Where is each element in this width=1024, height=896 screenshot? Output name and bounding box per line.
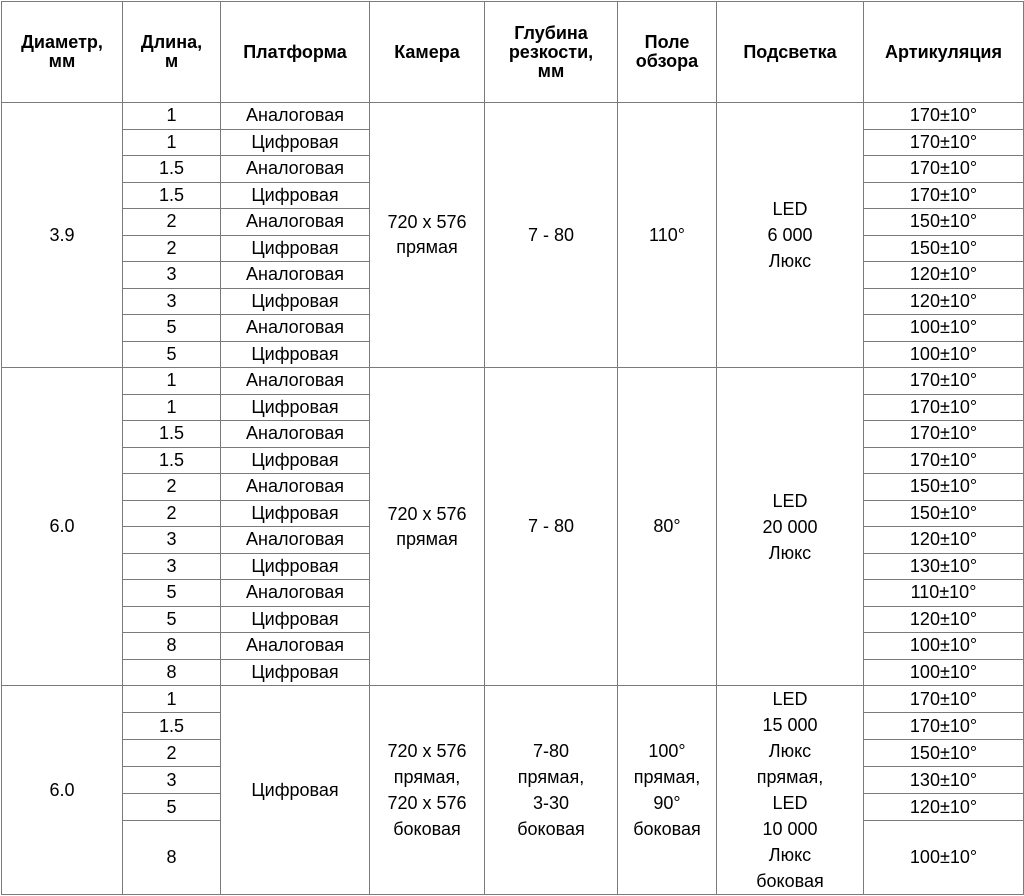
length-cell: 5	[123, 794, 221, 821]
header-depth-of-field: Глубина резкости, мм	[485, 2, 618, 103]
platform-cell: Цифровая	[221, 129, 370, 156]
articulation-cell: 120±10°	[864, 527, 1024, 554]
length-cell: 2	[123, 235, 221, 262]
length-cell: 3	[123, 767, 221, 794]
articulation-cell: 100±10°	[864, 659, 1024, 686]
length-cell: 8	[123, 633, 221, 660]
platform-cell: Аналоговая	[221, 368, 370, 395]
table-body	[2, 103, 1024, 895]
header-lighting: Подсветка	[717, 2, 864, 103]
platform-cell: Цифровая	[221, 447, 370, 474]
header-camera: Камера	[370, 2, 485, 103]
platform-cell: Аналоговая	[221, 421, 370, 448]
platform-cell: Аналоговая	[221, 103, 370, 130]
depth-cell: 7-80 прямая, 3-30 боковая	[485, 686, 618, 895]
articulation-cell: 110±10°	[864, 580, 1024, 607]
articulation-cell: 170±10°	[864, 713, 1024, 740]
articulation-cell: 170±10°	[864, 394, 1024, 421]
articulation-cell: 170±10°	[864, 421, 1024, 448]
articulation-cell: 100±10°	[864, 633, 1024, 660]
diameter-cell: 6.0	[2, 368, 123, 686]
length-cell: 1	[123, 686, 221, 713]
depth-cell: 7 - 80	[485, 103, 618, 368]
table-row	[2, 686, 1024, 713]
length-cell: 8	[123, 821, 221, 895]
length-cell: 5	[123, 341, 221, 368]
length-cell: 1.5	[123, 421, 221, 448]
articulation-cell: 120±10°	[864, 288, 1024, 315]
platform-cell: Цифровая	[221, 288, 370, 315]
articulation-cell: 170±10°	[864, 182, 1024, 209]
platform-cell: Цифровая	[221, 553, 370, 580]
header-field-of-view: Поле обзора	[618, 2, 717, 103]
platform-cell: Аналоговая	[221, 262, 370, 289]
camera-cell: 720 х 576 прямая	[370, 103, 485, 368]
platform-cell: Аналоговая	[221, 315, 370, 342]
articulation-cell: 120±10°	[864, 794, 1024, 821]
header-platform: Платформа	[221, 2, 370, 103]
table-row	[2, 368, 1024, 395]
length-cell: 2	[123, 209, 221, 236]
articulation-cell: 100±10°	[864, 315, 1024, 342]
length-cell: 3	[123, 262, 221, 289]
length-cell: 8	[123, 659, 221, 686]
lighting-cell: LED 20 000 Люкс	[717, 368, 864, 686]
articulation-cell: 170±10°	[864, 686, 1024, 713]
platform-cell: Цифровая	[221, 394, 370, 421]
length-cell: 1	[123, 394, 221, 421]
length-cell: 1.5	[123, 447, 221, 474]
platform-cell: Аналоговая	[221, 633, 370, 660]
platform-cell: Цифровая	[221, 500, 370, 527]
platform-cell: Аналоговая	[221, 474, 370, 501]
camera-cell: 720 х 576 прямая	[370, 368, 485, 686]
platform-cell: Аналоговая	[221, 209, 370, 236]
articulation-cell: 170±10°	[864, 129, 1024, 156]
length-cell: 1.5	[123, 182, 221, 209]
articulation-cell: 150±10°	[864, 500, 1024, 527]
platform-cell: Цифровая	[221, 686, 370, 895]
lighting-cell: LED 15 000 Люкс прямая, LED 10 000 Люкс боковая	[717, 686, 864, 895]
articulation-cell: 150±10°	[864, 235, 1024, 262]
header-row	[2, 2, 1024, 103]
platform-cell: Цифровая	[221, 606, 370, 633]
fov-cell: 100° прямая, 90° боковая	[618, 686, 717, 895]
fov-cell: 80°	[618, 368, 717, 686]
length-cell: 5	[123, 606, 221, 633]
length-cell: 1	[123, 103, 221, 130]
articulation-cell: 170±10°	[864, 447, 1024, 474]
articulation-cell: 120±10°	[864, 606, 1024, 633]
table-header	[2, 2, 1024, 103]
length-cell: 5	[123, 315, 221, 342]
length-cell: 1.5	[123, 713, 221, 740]
length-cell: 3	[123, 527, 221, 554]
spec-table	[1, 1, 1024, 895]
depth-cell: 7 - 80	[485, 368, 618, 686]
table-row	[2, 103, 1024, 130]
diameter-cell: 3.9	[2, 103, 123, 368]
platform-cell: Цифровая	[221, 341, 370, 368]
articulation-cell: 130±10°	[864, 553, 1024, 580]
articulation-cell: 170±10°	[864, 368, 1024, 395]
articulation-cell: 170±10°	[864, 156, 1024, 183]
articulation-cell: 170±10°	[864, 103, 1024, 130]
length-cell: 2	[123, 500, 221, 527]
diameter-cell: 6.0	[2, 686, 123, 895]
platform-cell: Цифровая	[221, 659, 370, 686]
header-length: Длина, м	[123, 2, 221, 103]
length-cell: 1	[123, 129, 221, 156]
platform-cell: Аналоговая	[221, 580, 370, 607]
platform-cell: Цифровая	[221, 235, 370, 262]
length-cell: 3	[123, 288, 221, 315]
articulation-cell: 120±10°	[864, 262, 1024, 289]
camera-cell: 720 х 576 прямая, 720 х 576 боковая	[370, 686, 485, 895]
header-articulation: Артикуляция	[864, 2, 1024, 103]
platform-cell: Аналоговая	[221, 527, 370, 554]
platform-cell: Цифровая	[221, 182, 370, 209]
articulation-cell: 150±10°	[864, 740, 1024, 767]
length-cell: 2	[123, 740, 221, 767]
articulation-cell: 150±10°	[864, 474, 1024, 501]
lighting-cell: LED 6 000 Люкс	[717, 103, 864, 368]
articulation-cell: 130±10°	[864, 767, 1024, 794]
length-cell: 5	[123, 580, 221, 607]
length-cell: 1	[123, 368, 221, 395]
header-diameter: Диаметр, мм	[2, 2, 123, 103]
articulation-cell: 100±10°	[864, 821, 1024, 895]
fov-cell: 110°	[618, 103, 717, 368]
articulation-cell: 150±10°	[864, 209, 1024, 236]
length-cell: 3	[123, 553, 221, 580]
platform-cell: Аналоговая	[221, 156, 370, 183]
length-cell: 2	[123, 474, 221, 501]
length-cell: 1.5	[123, 156, 221, 183]
articulation-cell: 100±10°	[864, 341, 1024, 368]
